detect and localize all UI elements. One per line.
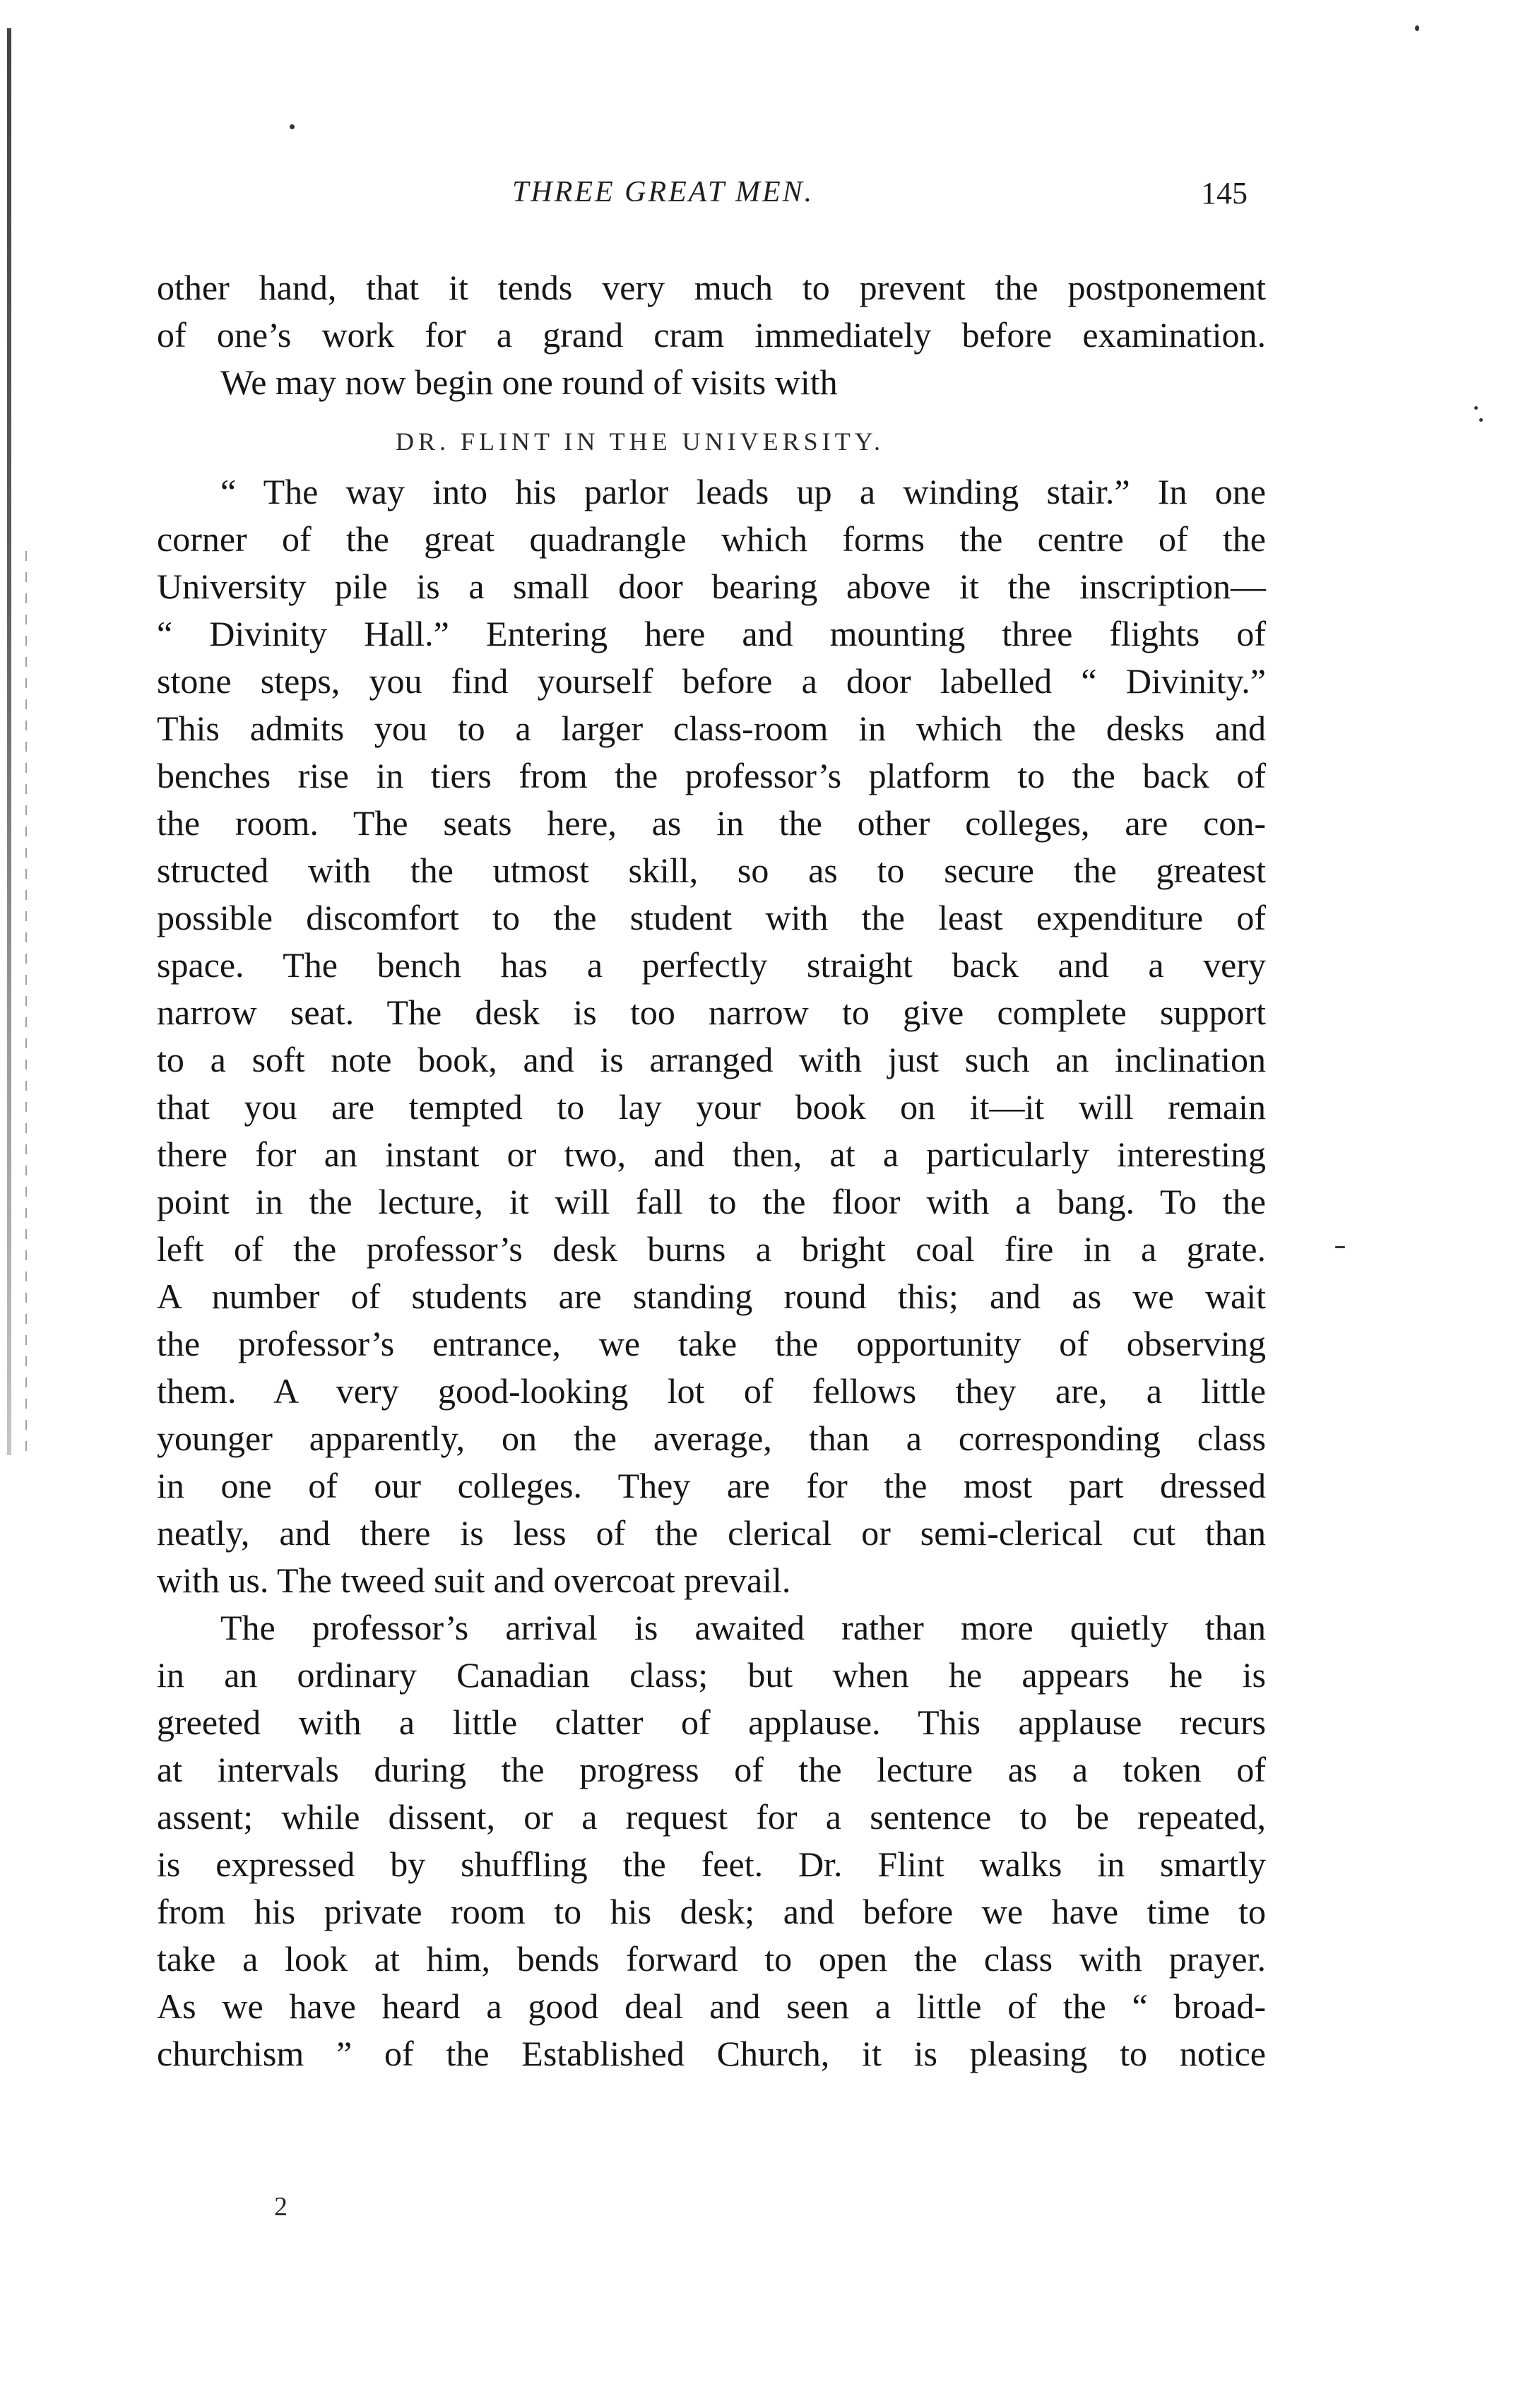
text-line: This admits you to a larger class-room in which the desks and (157, 709, 1266, 748)
text-line: them. A very good-looking lot of fellows they are, a little (157, 1371, 1266, 1411)
text-line: “ Divinity Hall.” Entering here and mounting three flights of (157, 614, 1266, 653)
body-text (157, 264, 1266, 2078)
text-line: space. The bench has a perfectly straight back and a very (157, 945, 1266, 985)
scan-speck (290, 124, 295, 129)
text-line: the professor’s entrance, we take the opportunity of observing (157, 1324, 1266, 1363)
text-line: corner of the great quadrangle which forms the centre of the (157, 519, 1266, 559)
text-line: greeted with a little clatter of applause. This applause recurs (157, 1702, 1266, 1742)
running-head: THREE GREAT MEN. (512, 176, 815, 208)
text-line: The professor’s arrival is awaited rather more quietly than (220, 1608, 1266, 1647)
text-line: from his private room to his desk; and before we have time to (157, 1892, 1266, 1931)
text-line: the room. The seats here, as in the other colleges, are con- (157, 803, 1266, 843)
scan-speck (1335, 1246, 1345, 1248)
text-line: that you are tempted to lay your book on it—it will remain (157, 1087, 1266, 1127)
text-line: in one of our colleges. They are for the most part dressed (157, 1466, 1266, 1505)
text-line: is expressed by shuffling the feet. Dr. Flint walks in smartly (157, 1844, 1266, 1884)
text-line: left of the professor’s desk burns a bright coal fire in a grate. (157, 1229, 1266, 1269)
text-line: “ The way into his parlor leads up a winding stair.” In one (220, 472, 1266, 511)
scan-speck (1474, 406, 1478, 410)
scan-edge-marks (25, 551, 27, 1455)
text-line: in an ordinary Canadian class; but when he appears he is (157, 1655, 1266, 1695)
section-heading: DR. FLINT IN THE UNIVERSITY. (396, 427, 885, 456)
text-line: other hand, that it tends very much to prevent the postponement (157, 268, 1266, 307)
text-line: of one’s work for a grand cram immediately before examination. (157, 315, 1266, 355)
text-line: churchism ” of the Established Church, it is pleasing to notice (157, 2034, 1266, 2073)
text-line: with us. The tweed suit and overcoat prevail. (157, 1560, 791, 1600)
text-line: A number of students are standing round this; and as we wait (157, 1276, 1266, 1316)
page-number: 145 (1201, 176, 1248, 211)
text-line: younger apparently, on the average, than a corresponding class (157, 1418, 1266, 1458)
text-line: there for an instant or two, and then, at a particularly interesting (157, 1134, 1266, 1174)
text-line: University pile is a small door bearing above it the inscription— (157, 567, 1266, 606)
text-line: at intervals during the progress of the lecture as a token of (157, 1750, 1266, 1789)
text-line: As we have heard a good deal and seen a little of the “ broad- (157, 1986, 1266, 2026)
text-line: point in the lecture, it will fall to the floor with a bang. To the (157, 1182, 1266, 1221)
text-line: benches rise in tiers from the professor’s platform to the back of (157, 756, 1266, 795)
text-line: neatly, and there is less of the clerical or semi-clerical cut than (157, 1513, 1266, 1553)
text-line: possible discomfort to the student with the least expenditure of (157, 898, 1266, 937)
scan-speck (1479, 418, 1483, 422)
text-line: We may now begin one round of visits with (220, 362, 838, 402)
scan-speck (1415, 25, 1419, 31)
text-line: take a look at him, bends forward to open the class with prayer. (157, 1939, 1266, 1979)
text-line: to a soft note book, and is arranged with just such an inclination (157, 1040, 1266, 1079)
text-line: narrow seat. The desk is too narrow to give complete support (157, 992, 1266, 1032)
text-line: stone steps, you find yourself before a door labelled “ Divinity.” (157, 661, 1266, 701)
text-line: structed with the utmost skill, so as to secure the greatest (157, 851, 1266, 890)
scan-binding-edge (7, 28, 11, 1455)
signature-mark: 2 (274, 2192, 288, 2222)
text-line: assent; while dissent, or a request for a sentence to be repeated, (157, 1797, 1266, 1837)
